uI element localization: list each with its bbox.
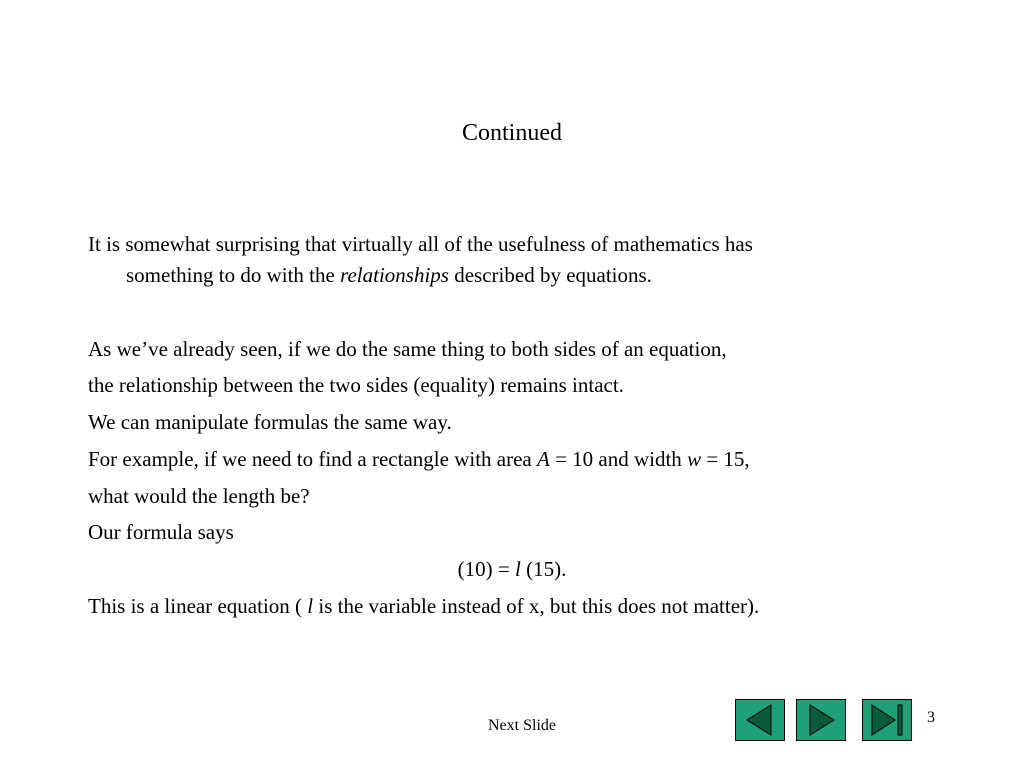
paragraph-usefulness [88,229,948,291]
variable-w: w [687,447,702,471]
previous-slide-icon [736,700,784,740]
text-line-1: As we’ve already seen, if we do the same thing to both sides of an equation, [88,337,727,361]
variable-l: l [515,557,521,581]
variable-a: A [536,447,550,471]
text-line-7: This is a linear equation ( l is the variable instead of x, but this does not matter). [88,594,760,618]
text-line-5: what would the length be? [88,484,310,508]
paragraph-line-2: something to do with the relationships described by equations. [126,263,652,287]
emphasis-relationships: relationships [340,263,449,287]
next-slide-icon [797,700,845,740]
last-slide-icon [863,700,911,740]
next-slide-button[interactable] [796,699,846,741]
slide-title: Continued [462,120,562,146]
page-number: 3 [927,709,935,726]
next-slide-link[interactable]: Next Slide [488,717,556,734]
previous-slide-button[interactable] [735,699,785,741]
text-line-6: Our formula says [88,520,234,544]
text-line-4: For example, if we need to find a rectangle with area A = 10 and width w = 15, [88,447,750,471]
last-slide-button[interactable] [862,699,912,741]
paragraph-line-1: It is somewhat surprising that virtually all of the usefulness of mathematics has [88,232,753,256]
variable-l-2: l [307,594,314,618]
text-line-2: the relationship between the two sides (equality) remains intact. [88,373,624,397]
text-line-3: We can manipulate formulas the same way. [88,410,452,434]
equation-line: (10) = l (15). [457,557,567,581]
